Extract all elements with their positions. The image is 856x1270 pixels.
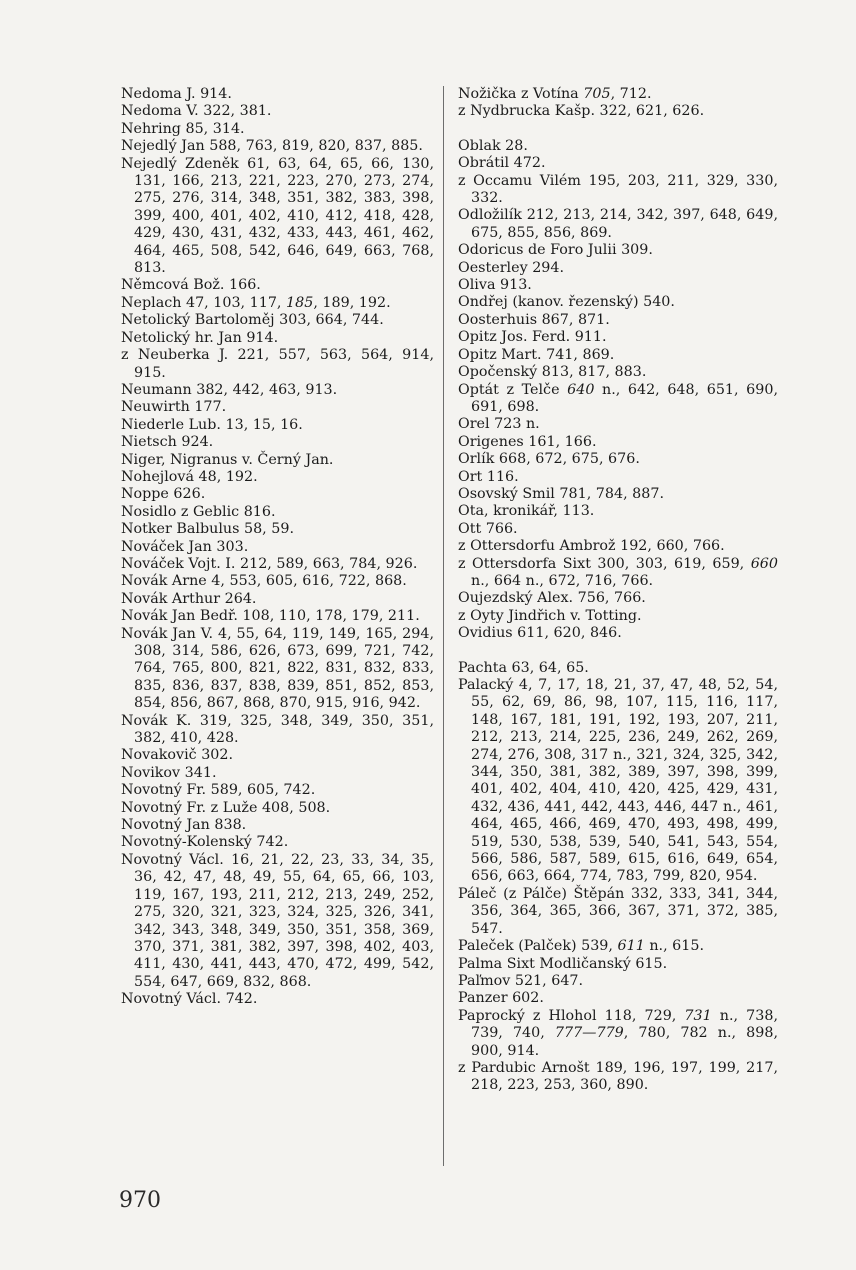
index-entry: Netolický hr. Jan 914. <box>121 329 279 346</box>
index-entry: Nehring 85, 314. <box>121 120 245 137</box>
index-entry: Oliva 913. <box>458 277 532 294</box>
index-entry: Oesterley 294. <box>458 259 565 276</box>
index-entry: Oblak 28. <box>458 137 528 154</box>
index-entry: Novotný Jan 838. <box>121 817 247 834</box>
index-entry: Novák Jan Bedř. 108, 110, 178, 179, 211. <box>121 608 420 625</box>
index-entry: Nejedlý Jan 588, 763, 819, 820, 837, 885. <box>121 138 423 155</box>
index-entry: Ondřej (kanov. řezenský) 540. <box>458 294 675 311</box>
index-entry: Novák Arthur 264. <box>121 590 257 607</box>
index-entry: Palma Sixt Modličanský 615. <box>458 955 668 972</box>
index-entry: Nováček Jan 303. <box>121 538 249 555</box>
index-entry: Orlík 668, 672, 675, 676. <box>458 451 640 468</box>
index-entry: Neumann 382, 442, 463, 913. <box>121 381 338 398</box>
page-number: 970 <box>119 1188 161 1213</box>
index-entry: Novikov 341. <box>121 764 217 781</box>
index-entry: Neuwirth 177. <box>121 399 227 416</box>
index-entry: Optát z Telče 640 n., 642, 648, 651, 690, 691, 698. <box>458 381 778 415</box>
index-entry: Novotný Václ. 742. <box>121 991 258 1008</box>
index-entry: z Ottersdorfa Sixt 300, 303, 619, 659, 660 n., 664 n., 672, 716, 766. <box>458 555 778 589</box>
index-entry: Němcová Bož. 166. <box>121 277 261 294</box>
index-entry: Netolický Bartoloměj 303, 664, 744. <box>121 312 384 329</box>
index-entry: Ott 766. <box>458 520 518 537</box>
index-entry: Niger, Nigranus v. Černý Jan. <box>121 451 334 468</box>
index-entry: Oujezdský Alex. 756, 766. <box>458 590 646 607</box>
index-entry: Nedoma V. 322, 381. <box>121 103 272 120</box>
index-entry: Palacký 4, 7, 17, 18, 21, 37, 47, 48, 52, 54, 55, 62, 69, 86, 98, 107, 115, 116, 117, 148, 167, 181, 191, 192, 193, 207, 211, 212, 213, 214, 225, 236, 249, 262, 269, 274, 276, 308, 317 n., 321, 324, 325, 342, 344, 350, 381, 382, 389, 397, 398, 399, 401, 402, 404, 410, 420, 425, 429, 431, 432, 436, 441, 442, 443, 446, 447 n., 461, 464, 465, 466, 469, 470, 493, 498, 499, 519, 530, 538, 539, 540, 541, 543, 554, 566, 586, 587, 589, 615, 616, 649, 654, 656, 663, 664, 774, 783, 799, 820, 954. <box>458 677 778 885</box>
index-entry: Nedoma J. 914. <box>121 86 232 102</box>
index-entry: Paleček (Palček) 539, 611 n., 615. <box>458 938 705 955</box>
index-entry: Neplach 47, 103, 117, 185, 189, 192. <box>121 294 391 311</box>
index-entry: Notker Balbulus 58, 59. <box>121 521 295 538</box>
index-entry: Nožička z Votína 705, 712. <box>458 86 652 102</box>
index-entry: z Neuberka J. 221, 557, 563, 564, 914, 915. <box>121 347 434 381</box>
index-entry: Novák K. 319, 325, 348, 349, 350, 351, 382, 410, 428. <box>121 712 434 747</box>
index-entry: Paprocký z Hlohol 118, 729, 731 n., 738, 739, 740, 777—779, 780, 782 n., 898, 900, 914. <box>458 1007 778 1059</box>
index-entry: z Ottersdorfu Ambrož 192, 660, 766. <box>458 538 725 555</box>
index-entry: Novotný-Kolenský 742. <box>121 834 289 851</box>
index-entry: z Nydbrucka Kašp. 322, 621, 626. <box>458 103 705 120</box>
index-entry: z Pardubic Arnošt 189, 196, 197, 199, 217, 218, 223, 253, 360, 890. <box>458 1059 778 1094</box>
index-entry: Ovidius 611, 620, 846. <box>458 625 622 642</box>
index-entry: Panzer 602. <box>458 990 544 1007</box>
index-entry: Novotný Fr. z Luže 408, 508. <box>121 799 331 816</box>
index-entry: Nosidlo z Geblic 816. <box>121 503 276 520</box>
index-entry: Odložilík 212, 213, 214, 342, 397, 648, 649, 675, 855, 856, 869. <box>458 207 778 241</box>
index-entry: Ort 116. <box>458 468 519 485</box>
index-entry: Paľmov 521, 647. <box>458 972 584 989</box>
index-entry: Nejedlý Zdeněk 61, 63, 64, 65, 66, 130, 131, 166, 213, 221, 223, 270, 273, 274, 275, 276, 314, 348, 351, 382, 383, 398, 399, 400, 401, 402, 410, 412, 418, 428, 429, 430, 431, 432, 433, 443, 461, 462, 464, 465, 508, 542, 646, 649, 663, 768, 813. <box>121 155 434 277</box>
index-entry: Nohejlová 48, 192. <box>121 468 258 485</box>
index-entry: Novakovič 302. <box>121 747 234 764</box>
index-entry: Osovský Smil 781, 784, 887. <box>458 485 664 502</box>
index-entry: Novák Arne 4, 553, 605, 616, 722, 868. <box>121 573 407 590</box>
index-entry: z Oyty Jindřich v. Totting. <box>458 607 642 624</box>
index-entry: Ota, kronikář, 113. <box>458 503 595 520</box>
index-entry: z Occamu Vilém 195, 203, 211, 329, 330, 332. <box>458 172 778 207</box>
index-entry: Noppe 626. <box>121 486 206 503</box>
index-entry: Novák Jan V. 4, 55, 64, 119, 149, 165, 294, 308, 314, 586, 626, 673, 699, 721, 742, 764, 765, 800, 821, 822, 831, 832, 833, 835, 836, 837, 838, 839, 851, 852, 853, 854, 856, 867, 868, 870, 915, 916, 942. <box>121 625 434 712</box>
index-entry: Novotný Václ. 16, 21, 22, 23, 33, 34, 35, 36, 42, 47, 48, 49, 55, 64, 65, 66, 103, 119, 167, 193, 211, 212, 213, 249, 252, 275, 320, 321, 323, 324, 325, 326, 341, 342, 343, 348, 349, 350, 351, 358, 369, 370, 371, 381, 382, 397, 398, 402, 403, 411, 430, 441, 443, 470, 472, 499, 542, 554, 647, 669, 832, 868. <box>121 851 434 990</box>
index-entry: Odoricus de Foro Julii 309. <box>458 242 653 259</box>
index-entry: Pachta 63, 64, 65. <box>458 659 589 676</box>
index-column-left <box>121 86 434 1009</box>
index-entry: Opočenský 813, 817, 883. <box>458 364 647 381</box>
index-entry: Opitz Mart. 741, 869. <box>458 346 615 363</box>
index-entry: Nietsch 924. <box>121 434 214 451</box>
index-entry: Novotný Fr. 589, 605, 742. <box>121 782 316 799</box>
index-entry: Opitz Jos. Ferd. 911. <box>458 329 607 346</box>
index-entry: Origenes 161, 166. <box>458 433 597 450</box>
index-entry: Niederle Lub. 13, 15, 16. <box>121 416 303 433</box>
index-entry: Orel 723 n. <box>458 416 540 433</box>
index-column-right <box>458 86 778 1095</box>
index-entry: Páleč (z Pálče) Štěpán 332, 333, 341, 344, 356, 364, 365, 366, 367, 371, 372, 385, 547. <box>458 885 778 937</box>
index-entry: Obrátil 472. <box>458 155 546 172</box>
column-divider <box>443 86 444 1166</box>
index-entry: Nováček Vojt. I. 212, 589, 663, 784, 926. <box>121 555 418 572</box>
index-entry: Oosterhuis 867, 871. <box>458 311 610 328</box>
